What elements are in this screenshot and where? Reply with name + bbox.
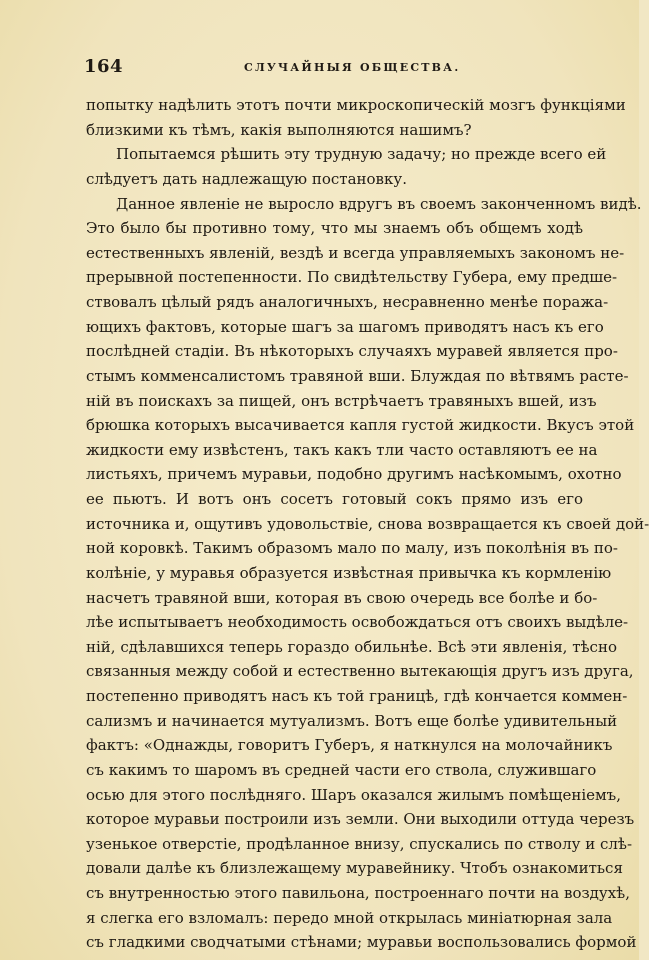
text-line: брюшка которыхъ высачивается капля густой жидкости. Вкусъ этой	[86, 416, 635, 435]
text-line: фактъ: «Однажды, говоритъ Губеръ, я наткнулся на молочайникъ	[86, 736, 613, 755]
text-line: стымъ комменсалистомъ травяной вши. Блуждая по вѣтвямъ расте-	[86, 366, 629, 385]
text-line: прерывной постепенности. По свидѣтельству Губера, ему предше-	[86, 268, 618, 287]
text-line: Данное явленіе не выросло вдругъ въ своемъ законченномъ видѣ.	[116, 194, 642, 213]
text-line: ній въ поискахъ за пищей, онъ встрѣчаетъ травяныхъ вшей, изъ	[86, 391, 597, 410]
text-line: связанныя между собой и естественно вытекающія другъ изъ друга,	[86, 662, 634, 681]
text-line: узенькое отверстіе, продѣланное внизу, спускались по стволу и слѣ-	[86, 834, 633, 853]
text-line: постепенно приводятъ насъ къ той границѣ, гдѣ кончается коммен-	[86, 687, 628, 705]
text-line: осью для этого послѣдняго. Шаръ оказался жилымъ помѣщеніемъ,	[86, 785, 621, 804]
text-line: Попытаемся рѣшить эту трудную задачу; но прежде всего ей	[116, 145, 607, 164]
text-line: сализмъ и начинается мутуализмъ. Вотъ еще болѣе удивительный	[86, 711, 618, 730]
text-line: лѣе испытываетъ необходимость освобождаться отъ своихъ выдѣле-	[86, 613, 629, 632]
text-line: Это было бы противно тому, что мы знаемъ объ общемъ ходѣ	[86, 219, 583, 238]
page-number: 164	[84, 56, 124, 77]
text-line: близкими къ тѣмъ, какія выполняются нашимъ?	[86, 120, 472, 139]
text-line: колѣніе, у муравья образуется извѣстная привычка къ кормленію	[86, 563, 612, 582]
text-line: источника и, ощутивъ удовольствіе, снова возвращается къ своей дой-	[86, 514, 649, 533]
text-line: съ гладкими сводчатыми стѣнами; муравьи воспользовались формой	[86, 933, 637, 952]
running-head	[84, 56, 582, 82]
body-text	[86, 93, 649, 955]
text-line: ствовалъ цѣлый рядъ аналогичныхъ, несравненно менѣе поража-	[86, 293, 609, 311]
text-line: ее пьютъ. И вотъ онъ сосетъ готовый сокъ прямо изъ его	[86, 490, 583, 508]
running-title: СЛУЧАЙНЫЯ ОБЩЕСТВА.	[244, 61, 461, 74]
text-line: послѣдней стадіи. Въ нѣкоторыхъ случаяхъ муравей является про-	[86, 342, 618, 361]
text-line: съ какимъ то шаромъ въ средней части его ствола, служившаго	[86, 760, 597, 779]
text-line: ющихъ фактовъ, которые шагъ за шагомъ приводятъ насъ къ его	[86, 317, 604, 336]
text-line: слѣдуетъ дать надлежащую постановку.	[86, 169, 407, 188]
text-line: листьяхъ, причемъ муравьи, подобно другимъ насѣкомымъ, охотно	[86, 465, 622, 484]
text-line: ной коровкѣ. Такимъ образомъ мало по малу, изъ поколѣнія въ по-	[86, 539, 618, 558]
text-line: ній, сдѣлавшихся теперь гораздо обильнѣе. Всѣ эти явленія, тѣсно	[86, 637, 617, 656]
text-line: естественныхъ явленій, вездѣ и всегда управляемыхъ закономъ не-	[86, 243, 625, 262]
text-line: жидкости ему извѣстенъ, такъ какъ тли часто оставляютъ ее на	[86, 440, 598, 459]
text-line: довали далѣе къ близлежащему муравейнику. Чтобъ ознакомиться	[86, 859, 623, 878]
text-line: я слегка его взломалъ: передо мной открылась миніатюрная зала	[86, 908, 613, 927]
text-line: которое муравьи построили изъ земли. Они выходили оттуда черезъ	[86, 810, 635, 829]
text-line: насчетъ травяной вши, которая въ свою очередь все болѣе и бо-	[86, 588, 598, 607]
text-line: попытку надѣлить этотъ почти микроскопическій мозгъ функціями	[86, 96, 626, 114]
text-line: съ внутренностью этого павильона, построеннаго почти на воздухѣ,	[86, 884, 630, 902]
